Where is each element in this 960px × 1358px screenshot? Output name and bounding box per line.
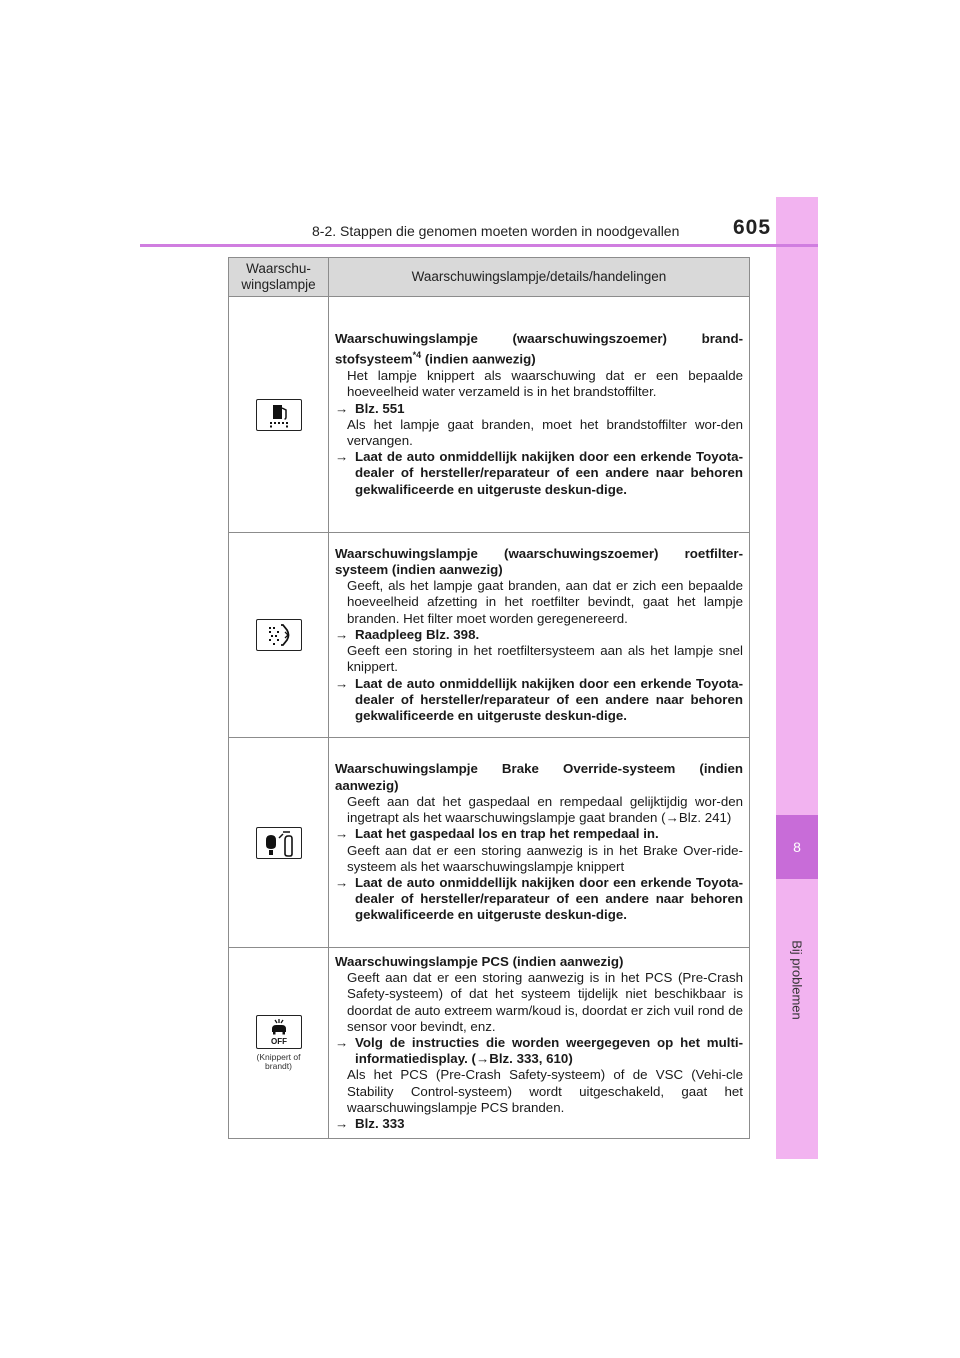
details-cell xyxy=(329,297,750,533)
particulate-filter-warning-icon xyxy=(256,619,302,651)
table-row xyxy=(229,297,750,533)
details-cell xyxy=(329,948,750,1139)
page-reference: → Blz. 333 xyxy=(335,1116,405,1132)
action-instruction: → Laat de auto onmiddellijk nakijken door een erkende Toyota-dealer of hersteller/reparateur of een andere naar behoren gekwalificeerde en uitgeruste deskun-dige. xyxy=(335,449,743,497)
icon-caption: (Knippert of brandt) xyxy=(256,1052,301,1072)
item-description: Als het lampje gaat branden, moet het brandstoffilter wor-den vervangen. xyxy=(347,416,743,448)
table-header-row xyxy=(229,258,750,297)
details-cell xyxy=(329,738,750,948)
page-reference: → Blz. 551 xyxy=(335,400,405,416)
action-instruction: → Laat de auto onmiddellijk nakijken door een erkende Toyota-dealer of hersteller/reparateur of een andere naar behoren gekwalificeerde en uitgeruste deskun-dige. xyxy=(335,874,743,923)
table-row xyxy=(229,948,750,1139)
column-header-lamp: Waarschu- wingslampje xyxy=(229,258,329,297)
lamp-cell xyxy=(229,738,329,948)
item-title: Waarschuwingslampje (waarschuwingszoemer) brand-stofsysteem$^{*4}$ (indien aanwezig) xyxy=(335,331,743,367)
column-header-details: Waarschuwingslampje/details/handelingen xyxy=(329,258,750,297)
item-title: Waarschuwingslampje (waarschuwingszoemer) roetfilter-systeem (indien aanwezig) xyxy=(335,545,743,578)
chapter-title: Bij problemen xyxy=(789,940,805,1020)
brake-override-warning-icon xyxy=(256,827,302,859)
page-reference: → Raadpleeg Blz. 398. xyxy=(335,626,480,642)
warning-lamp-table xyxy=(228,257,750,1139)
item-description: Geeft, als het lampje gaat branden, aan dat er zich een bepaalde hoeveelheid afzetting in het roetfilter bevindt, gaat het lampje branden. Het filter moet worden geregenereerd. xyxy=(347,578,743,626)
svg-text:OFF: OFF xyxy=(270,1037,287,1047)
chapter-number-tab: 8 xyxy=(776,815,818,879)
item-description: Geeft aan dat er een storing aanwezig is in het Brake Over-ride-systeem als het waarschuwingslampje knippert xyxy=(347,842,743,874)
lamp-cell xyxy=(229,297,329,533)
page-number: 605 xyxy=(733,216,772,239)
pcs-off-warning-icon xyxy=(256,1015,302,1049)
item-title: Waarschuwingslampje PCS (indien aanwezig) xyxy=(335,954,624,969)
item-description: Geeft een storing in het roetfiltersysteem aan als het lampje snel knippert. xyxy=(347,643,743,675)
item-description: Geeft aan dat er een storing aanwezig is in het PCS (Pre-Crash Safety-systeem) of dat het systeem tijdelijk niet beschikbaar is doordat de auto extreem warm/koud is, doordat er zich vuil rond de sensor voor bevindt, enz. xyxy=(347,970,743,1034)
table-row xyxy=(229,533,750,738)
item-description: Geeft aan dat het gaspedaal en rempedaal gelijktijdig wor-den ingetrapt als het waarschuwingslampje gaat branden (→Blz. 241) xyxy=(347,793,743,826)
table-row xyxy=(229,738,750,948)
header-rule xyxy=(140,244,818,247)
action-instruction: → Laat de auto onmiddellijk nakijken door een erkende Toyota-dealer of hersteller/reparateur of een andere naar behoren gekwalificeerde en uitgeruste deskun-dige. xyxy=(335,675,743,723)
item-description: Het lampje knippert als waarschuwing dat er een bepaalde hoeveelheid water verzameld is in het brandstoffilter. xyxy=(347,368,743,400)
lamp-cell xyxy=(229,533,329,738)
section-title: 8-2. Stappen die genomen moeten worden in noodgevallen xyxy=(312,223,680,239)
action-instruction: → Volg de instructies die worden weergegeven op het multi-informatiedisplay. (→Blz. 333, 610) xyxy=(335,1035,743,1067)
item-description: Als het PCS (Pre-Crash Safety-systeem) of de VSC (Vehi-cle Stability Control-systeem) wordt uitgeschakeld, gaat het waarschuwingslampje PCS branden. xyxy=(347,1067,743,1115)
lamp-cell xyxy=(229,948,329,1139)
details-cell xyxy=(329,533,750,738)
item-title: Waarschuwingslampje Brake Override-systeem (indien aanwezig) xyxy=(335,761,743,793)
fuel-filter-warning-icon xyxy=(256,399,302,431)
action-instruction: → Laat het gaspedaal los en trap het rempedaal in. xyxy=(335,826,659,842)
